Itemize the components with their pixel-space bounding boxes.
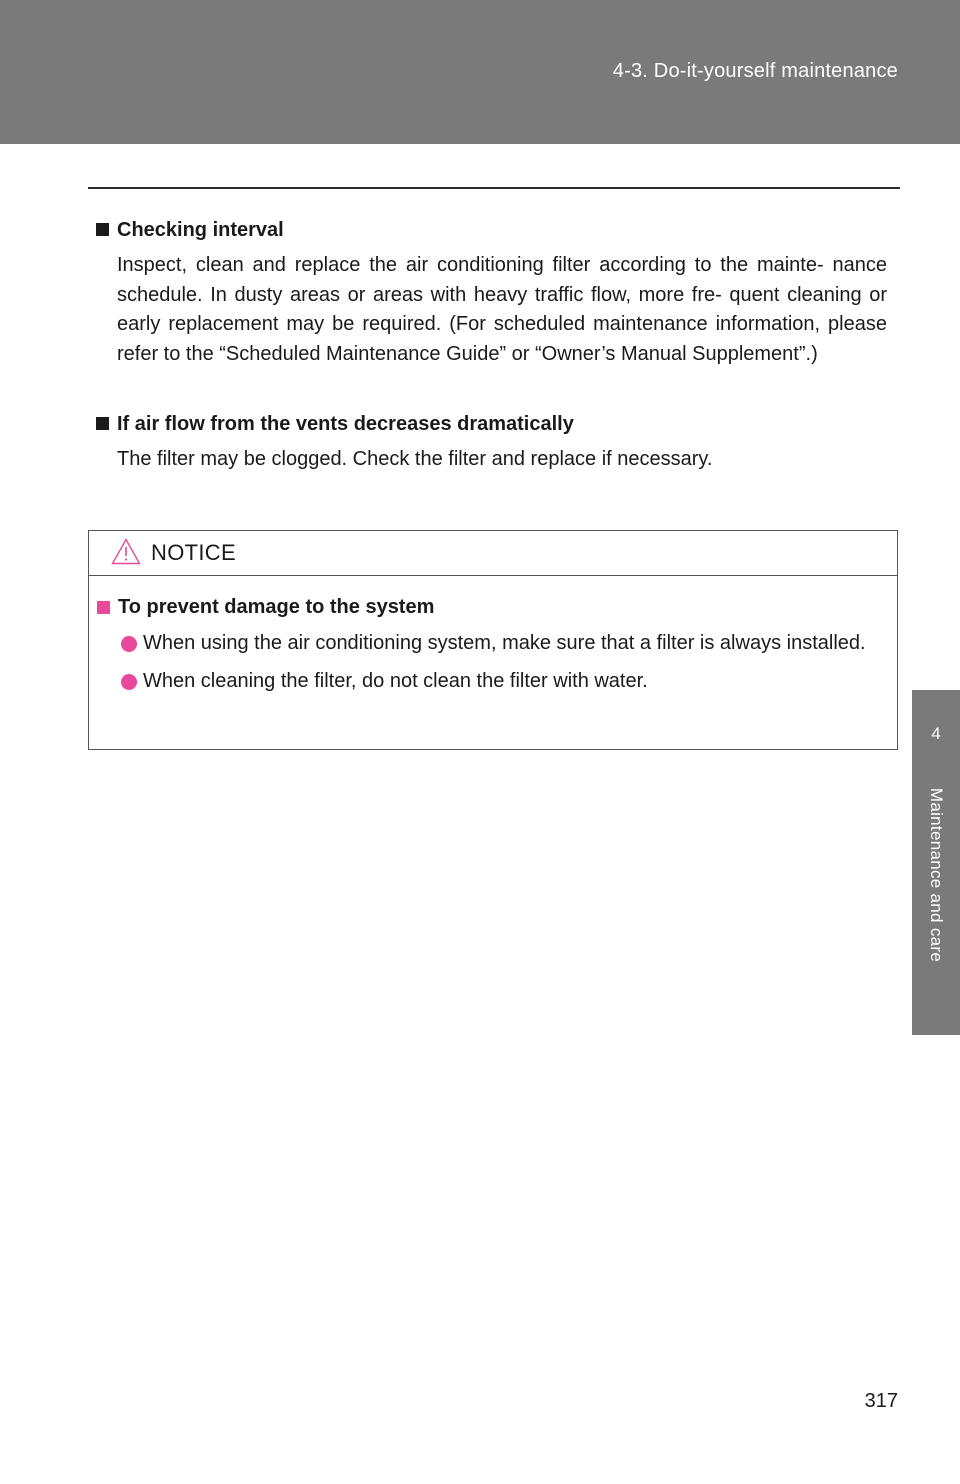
notice-list-item xyxy=(121,629,887,659)
chapter-side-tab[interactable] xyxy=(912,690,960,1035)
notice-list xyxy=(121,629,887,696)
chapter-label: Maintenance and care xyxy=(927,787,946,963)
square-bullet-icon xyxy=(96,417,109,430)
square-bullet-icon xyxy=(97,601,110,614)
top-divider xyxy=(88,187,900,189)
warning-triangle-icon xyxy=(111,538,141,565)
section-heading xyxy=(96,215,892,245)
notice-item-text: When cleaning the filter, do not clean the filter with water. xyxy=(143,669,648,692)
section-checking-interval xyxy=(96,215,892,369)
round-bullet-icon xyxy=(121,636,137,652)
header-band xyxy=(0,0,960,144)
notice-heading xyxy=(97,593,887,621)
notice-header xyxy=(89,531,897,576)
section-heading xyxy=(96,409,892,439)
section-title: 4-3. Do-it-yourself maintenance xyxy=(612,60,898,82)
section-air-flow xyxy=(96,409,892,475)
section-body: The filter may be clogged. Check the filter and replace if necessary. xyxy=(117,448,713,470)
notice-heading-text: To prevent damage to the system xyxy=(118,596,435,618)
section-heading-text: If air flow from the vents decreases dramatically xyxy=(117,413,574,435)
notice-box xyxy=(88,530,898,750)
section-body: Inspect, clean and replace the air conditioning filter according to the mainte- nance schedule. In dusty areas or areas with heavy traffic flow, more fre- quent cleaning or early replacement may be required. (For scheduled maintenance information, please refer to the “Scheduled Maintenance Guide” or “Owner’s Manual Supplement”.) xyxy=(117,254,887,365)
chapter-number: 4 xyxy=(931,724,941,743)
notice-title: NOTICE xyxy=(151,540,236,565)
notice-item-text: When using the air conditioning system, make sure that a filter is always installed. xyxy=(143,632,866,654)
section-heading-text: Checking interval xyxy=(117,219,284,241)
notice-body xyxy=(97,593,887,704)
round-bullet-icon xyxy=(121,674,137,690)
page-number: 317 xyxy=(864,1390,898,1412)
square-bullet-icon xyxy=(96,223,109,236)
notice-list-item xyxy=(121,667,887,697)
